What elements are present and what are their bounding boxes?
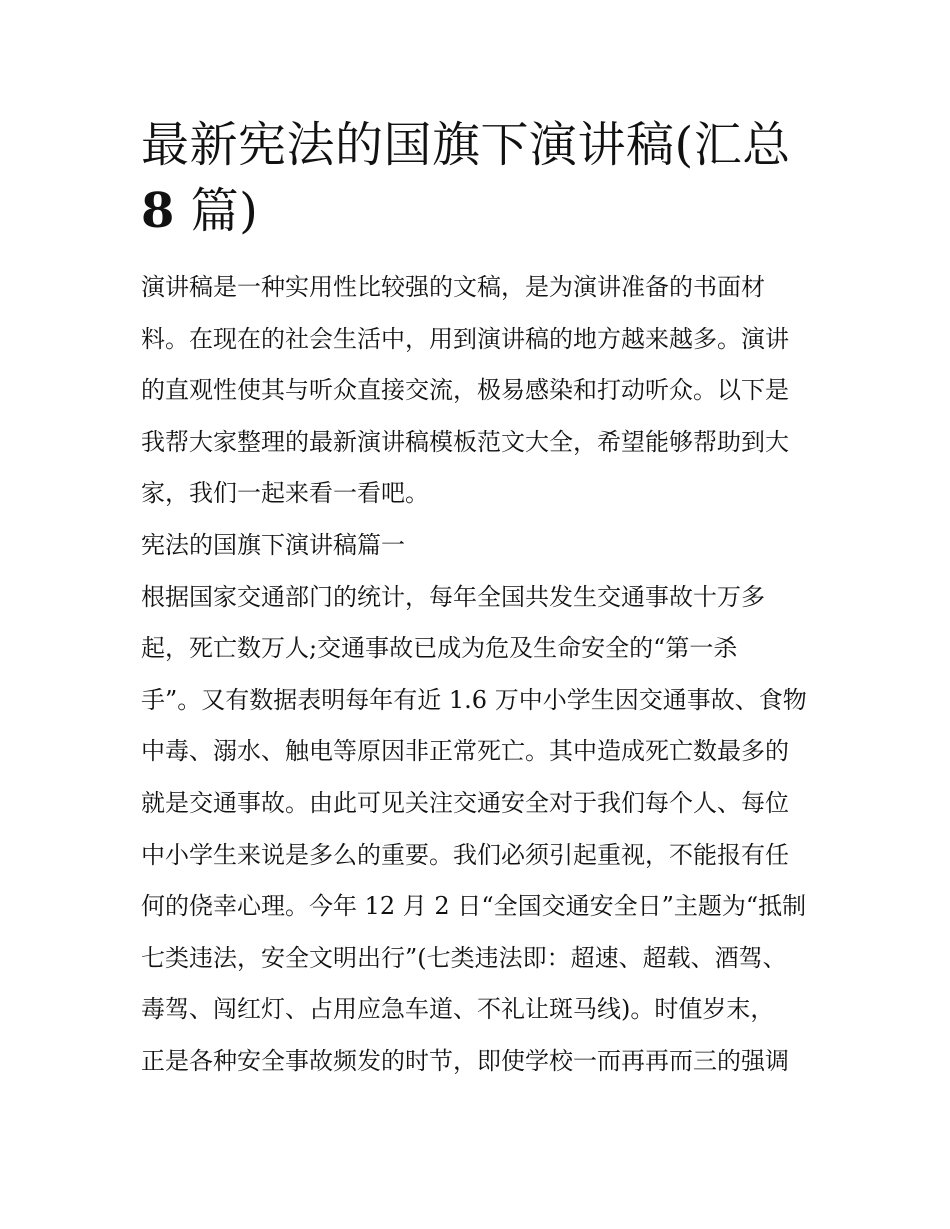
body-line: 中毒、溺水、触电等原因非正常死亡。其中造成死亡数最多的 — [141, 737, 789, 766]
body-line: 何的侥幸心理。今年 12 月 2 日“全国交通安全日”主题为“抵制 — [141, 892, 807, 921]
title-line-2: 篇) — [174, 183, 259, 239]
body-line: 的直观性使其与听众直接交流，极易感染和打动听众。以下是 — [141, 376, 789, 405]
body-line: 七类违法，安全文明出行”(七类违法即：超速、超载、酒驾、 — [141, 943, 787, 972]
body-line: 毒驾、闯红灯、占用应急车道、不礼让斑马线)。时值岁末， — [141, 995, 775, 1024]
body-line: 正是各种安全事故频发的时节，即使学校一而再再而三的强调 — [141, 1046, 789, 1075]
body-line: 我帮大家整理的最新演讲稿模板范文大全，希望能够帮助到大 — [141, 427, 789, 456]
document-body — [141, 262, 811, 1088]
body-line: 演讲稿是一种实用性比较强的文稿，是为演讲准备的书面材 — [141, 273, 765, 301]
body-line: 起，死亡数万人;交通事故已成为危及生命安全的“第一杀 — [141, 634, 738, 663]
document-title — [141, 112, 811, 244]
body-line: 就是交通事故。由此可见关注交通安全对于我们每个人、每位 — [141, 788, 789, 817]
body-line: 根据国家交通部门的统计，每年全国共发生交通事故十万多 — [141, 582, 765, 611]
body-line: 手”。又有数据表明每年有近 1.6 万中小学生因交通事故、食物 — [141, 685, 807, 714]
body-line: 料。在现在的社会生活中，用到演讲稿的地方越来越多。演讲 — [141, 324, 789, 353]
body-line: 家，我们一起来看一看吧。 — [141, 479, 429, 508]
title-line-1: 最新宪法的国旗下演讲稿(汇总 — [141, 117, 791, 173]
document-page — [141, 112, 811, 1088]
section-heading: 宪法的国旗下演讲稿篇一 — [141, 530, 405, 559]
title-number: 8 — [141, 183, 175, 239]
body-line: 中小学生来说是多么的重要。我们必须引起重视，不能报有任 — [141, 840, 789, 869]
